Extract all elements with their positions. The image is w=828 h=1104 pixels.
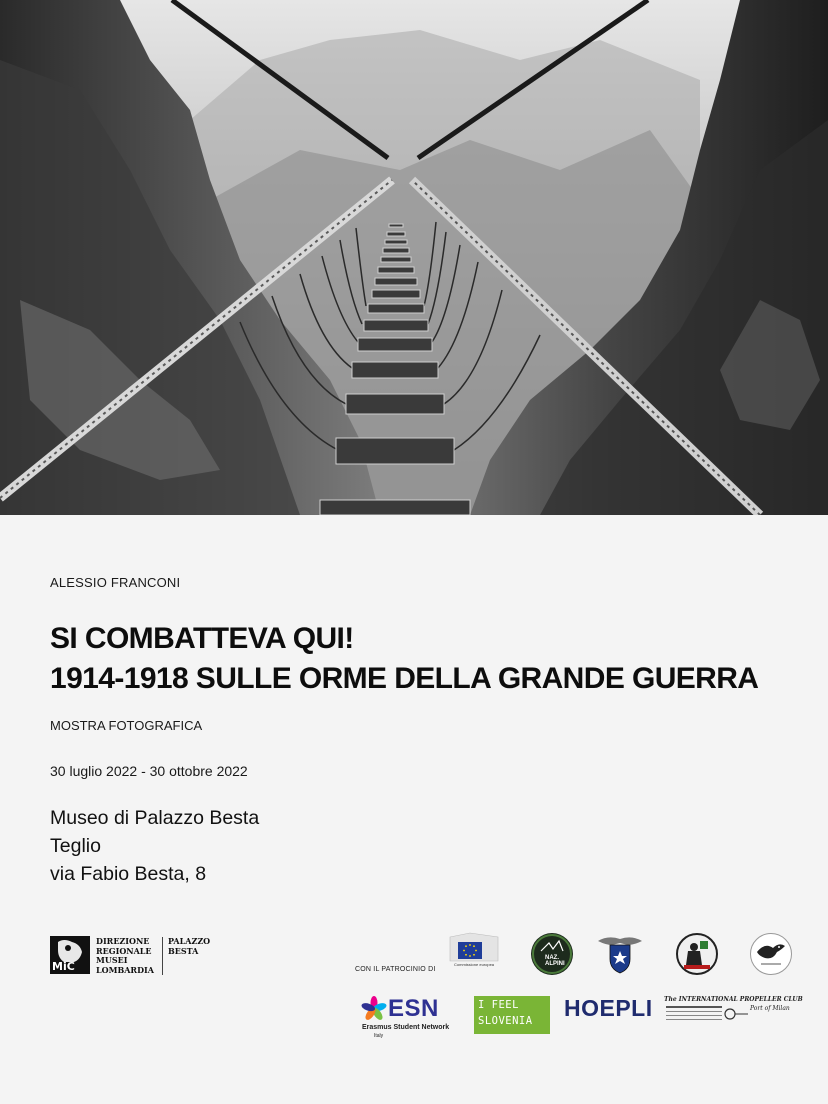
propeller-club-logo <box>664 996 803 1026</box>
esn-country: Italy <box>374 1033 384 1039</box>
naz-alpini-text: NAZ. ALPINI <box>545 955 565 967</box>
hoepli-logo: HOEPLI <box>564 995 653 1021</box>
title-line-2: 1914-1918 SULLE ORME DELLA GRANDE GUERRA <box>50 662 759 695</box>
venue-town: Teglio <box>50 835 101 857</box>
bird-emblem-logo <box>750 933 792 975</box>
mic-divider <box>162 937 163 975</box>
esn-logo <box>358 993 448 1039</box>
title-line-1: SI COMBATTEVA QUI! <box>50 622 354 655</box>
mic-icon <box>50 936 90 974</box>
palazzo-line-2: BESTA <box>168 945 199 956</box>
propeller-emblem-icon <box>664 1004 748 1026</box>
palazzo-besta-label <box>168 937 210 956</box>
mic-line-4: LOMBARDIA <box>96 964 154 975</box>
hero-photo-suspension-bridge <box>0 0 828 515</box>
esn-subtitle: Erasmus Student Network <box>362 1024 450 1031</box>
propeller-title: The INTERNATIONAL PROPELLER CLUB <box>664 996 803 1003</box>
venue-street: via Fabio Besta, 8 <box>50 863 207 885</box>
poster-text-area <box>0 515 828 1104</box>
venue-name: Museo di Palazzo Besta <box>50 807 260 829</box>
european-commission-logo <box>446 931 502 977</box>
cai-eagle-logo <box>596 933 644 975</box>
exhibition-dates: 30 luglio 2022 - 30 ottobre 2022 <box>50 763 248 779</box>
alpini-soldier-logo <box>676 933 718 975</box>
palazzo-line-1: PALAZZO <box>168 936 211 946</box>
slovenia-line-2: SLOVENIA <box>478 1015 533 1027</box>
mic-line-3: MUSEI <box>96 955 128 965</box>
patronage-label: CON IL PATROCINIO DI <box>355 966 436 973</box>
author-name: ALESSIO FRANCONI <box>50 575 181 590</box>
mic-line-2: REGIONALE <box>96 945 152 956</box>
eu-flag-icon <box>458 942 482 959</box>
propeller-port: Port of Milan <box>750 1005 790 1012</box>
exhibition-title <box>50 619 758 699</box>
slovenia-line-1: I FEEL <box>478 999 519 1011</box>
exhibition-type: MOSTRA FOTOGRAFICA <box>50 718 203 733</box>
esn-star-icon <box>360 995 388 1023</box>
mic-line-1: DIREZIONE <box>96 936 150 946</box>
mic-org-name <box>96 937 154 975</box>
associazione-nazionale-alpini-logo <box>531 933 573 975</box>
mic-badge-text: MiC <box>52 960 75 973</box>
mic-lombardia-logo <box>50 933 210 977</box>
venue-address <box>50 804 259 888</box>
i-feel-slovenia-logo <box>474 996 550 1034</box>
eu-caption: Commissione europea <box>454 962 495 967</box>
esn-wordmark: ESN <box>388 995 439 1022</box>
